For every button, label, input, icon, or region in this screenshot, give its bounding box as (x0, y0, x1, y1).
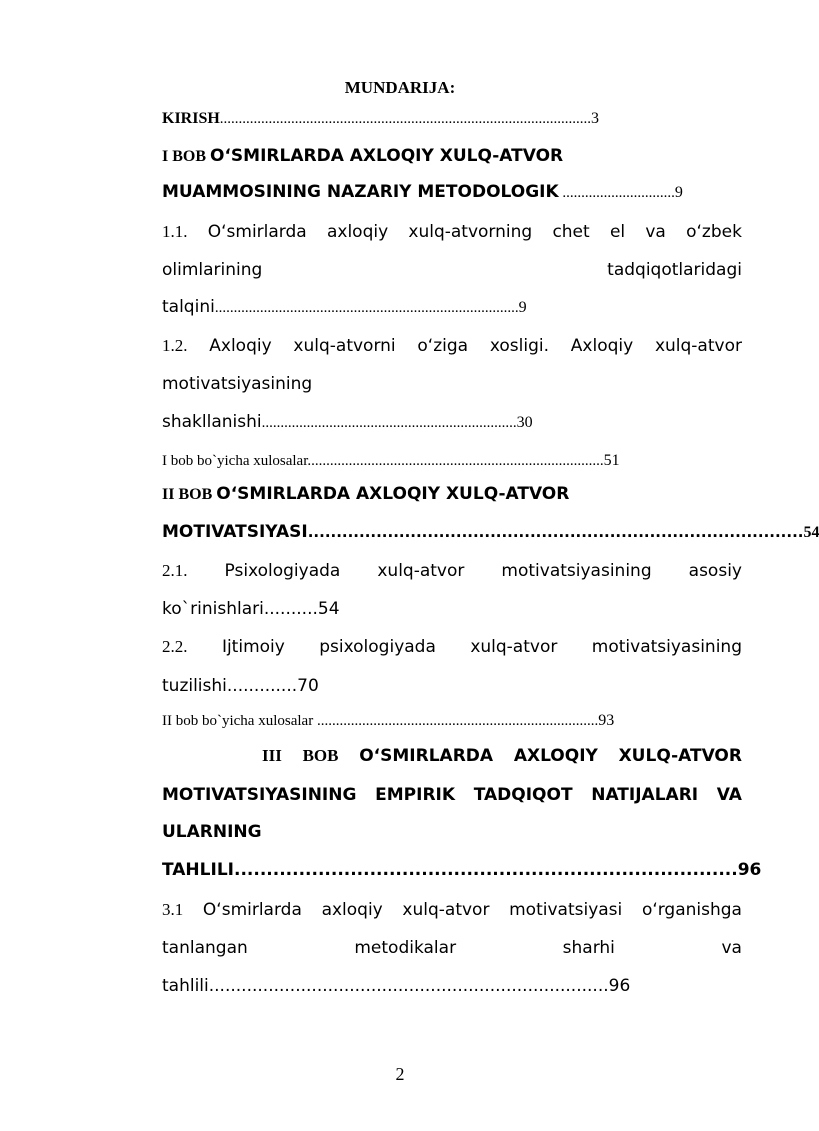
chapter-title-cont: MUAMMOSINING NAZARIY METODOLOGIK (162, 182, 559, 202)
toc-dots: ........................................................................... (313, 713, 599, 729)
toc-entry-bob2-line1[interactable] (162, 484, 742, 504)
toc-entry-1-1-line2[interactable] (162, 260, 742, 280)
section-title-cont: shakllanishi (162, 412, 262, 432)
toc-entry-1-2-line1[interactable] (162, 336, 742, 356)
word: XULQ-ATVOR (618, 746, 742, 766)
toc-entry-bob2-line2[interactable] (162, 522, 819, 542)
chapter-title-cont: TAHLILI (162, 860, 234, 880)
toc-entry-3-1-line3[interactable] (162, 976, 742, 996)
toc-dots: .................................................................... (261, 415, 517, 431)
section-number: 2.1. (162, 561, 188, 580)
toc-dots: ............................................................................... (307, 453, 604, 469)
section-title-cont: motivatsiyasining (162, 374, 313, 394)
page-title: MUNDARIJA: (344, 78, 456, 97)
toc-entry-bob3-line3[interactable] (162, 822, 742, 842)
chapter-title: O‘SMIRLARDA AXLOQIY XULQ-ATVOR (210, 146, 564, 166)
word: EMPIRIK (375, 785, 456, 805)
toc-entry-xulosa2[interactable] (162, 712, 742, 730)
toc-entry-xulosa1[interactable] (162, 452, 742, 470)
toc-dots: .............................................................................. (233, 860, 738, 880)
word: o‘zbek (686, 222, 742, 242)
toc-page-number: 9 (518, 299, 527, 316)
toc-dots: .............................. (558, 185, 675, 201)
toc-entry-bob3-line2[interactable] (162, 785, 742, 805)
word: VA (716, 785, 742, 805)
word: tadqiqotlaridagi (607, 260, 742, 280)
toc-page-number: 70 (297, 676, 319, 696)
toc-label: II bob bo`yicha xulosalar (162, 713, 314, 729)
word: axloqiy (321, 900, 383, 920)
toc-dots: .......... (263, 599, 318, 619)
toc-page-number: 51 (603, 452, 620, 469)
word: O‘SMIRLARDA (359, 746, 494, 766)
word: tanlangan (162, 938, 248, 958)
word: el (609, 222, 626, 242)
word: sharhi (562, 938, 615, 958)
section-number: 2.2. (162, 637, 188, 656)
word: asosiy (688, 561, 742, 581)
word: TADQIQOT (473, 785, 573, 805)
word: motivatsiyasining (501, 561, 652, 581)
word: va (721, 938, 742, 958)
word: Axloqiy (209, 336, 272, 356)
section-title-cont: talqini (162, 297, 215, 317)
word: xulq-atvor (402, 900, 490, 920)
toc-page-number: 30 (516, 414, 533, 431)
toc-entry-2-2-line1[interactable] (162, 637, 742, 657)
word: xulq-atvor (654, 336, 742, 356)
section-number: 3.1 (162, 900, 184, 919)
toc-entry-1-1-line3[interactable] (162, 297, 742, 317)
word: Ijtimoiy (221, 637, 285, 657)
section-title-cont: tahlili (162, 976, 209, 996)
toc-entry-2-2-line2[interactable] (162, 676, 742, 696)
toc-dots: ....................................................................................... (307, 523, 804, 541)
toc-entry-1-2-line3[interactable] (162, 412, 742, 432)
chapter-prefix: BOB (302, 746, 339, 765)
section-number: 1.2. (162, 336, 188, 355)
toc-entry-2-1-line2[interactable] (162, 599, 742, 619)
word: olimlarining (162, 260, 263, 280)
word: chet (552, 222, 590, 242)
toc-page-number: 96 (737, 860, 762, 880)
chapter-prefix: III (262, 746, 282, 765)
word: xulq-atvorning (408, 222, 533, 242)
section-title-cont: ko`rinishlari (162, 599, 264, 619)
toc-entry-bob1-line1[interactable] (162, 146, 742, 166)
toc-page-number: 3 (591, 110, 600, 127)
toc-entry-3-1-line2[interactable] (162, 938, 742, 958)
word: motivatsiyasining (591, 637, 742, 657)
toc-page-number: 96 (608, 976, 631, 996)
word: O‘smirlarda (207, 222, 307, 242)
toc-label: I bob bo`yicha xulosalar (162, 453, 308, 469)
chapter-title-cont: MOTIVATSIYASI (162, 522, 308, 542)
word: MOTIVATSIYASINING (162, 785, 357, 805)
word: o‘rganishga (641, 900, 742, 920)
toc-entry-bob3-line4[interactable] (162, 860, 762, 880)
word: psixologiyada (319, 637, 436, 657)
section-number: 1.1. (162, 222, 188, 241)
toc-page-number: 54 (317, 599, 340, 619)
word: motivatsiyasi (509, 900, 623, 920)
toc-dots: .......................................................................... (208, 976, 609, 996)
toc-entry-1-2-line2[interactable] (162, 374, 742, 394)
page-number: 2 (395, 1064, 405, 1084)
word: xosligi. (489, 336, 550, 356)
word: xulq-atvor (470, 637, 558, 657)
toc-dots: ................................................................................. (214, 300, 519, 316)
toc-page-number: 54 (803, 524, 819, 541)
toc-label: KIRISH (162, 110, 220, 127)
toc-dots: ............. (226, 676, 298, 696)
toc-entry-1-1-line1[interactable] (162, 222, 742, 242)
word: va (645, 222, 666, 242)
word: metodikalar (354, 938, 457, 958)
word: xulq-atvor (377, 561, 465, 581)
word: O‘smirlarda (202, 900, 302, 920)
word: NATIJALARI (591, 785, 699, 805)
toc-entry-kirish[interactable] (162, 110, 742, 128)
word: axloqiy (326, 222, 389, 242)
section-title-cont: tuzilishi (162, 676, 227, 696)
chapter-title-cont: ULARNING (162, 822, 262, 842)
chapter-prefix: II BOB (162, 486, 213, 503)
toc-entry-bob1-line2[interactable] (162, 182, 742, 202)
word: o‘ziga (417, 336, 469, 356)
toc-page-number: 9 (674, 184, 683, 201)
toc-page-number: 93 (598, 712, 615, 729)
toc-entry-bob3-line1[interactable] (262, 746, 742, 766)
chapter-prefix: I BOB (162, 148, 207, 165)
toc-dots: ................................................................................................... (219, 111, 592, 127)
word: AXLOQIY (513, 746, 598, 766)
toc-entry-3-1-line1[interactable] (162, 900, 742, 920)
toc-entry-2-1-line1[interactable] (162, 561, 742, 581)
word: xulq-atvorni (293, 336, 396, 356)
word: Axloqiy (570, 336, 634, 356)
word: Psixologiyada (224, 561, 341, 581)
chapter-title: O‘SMIRLARDA AXLOQIY XULQ-ATVOR (216, 484, 570, 504)
